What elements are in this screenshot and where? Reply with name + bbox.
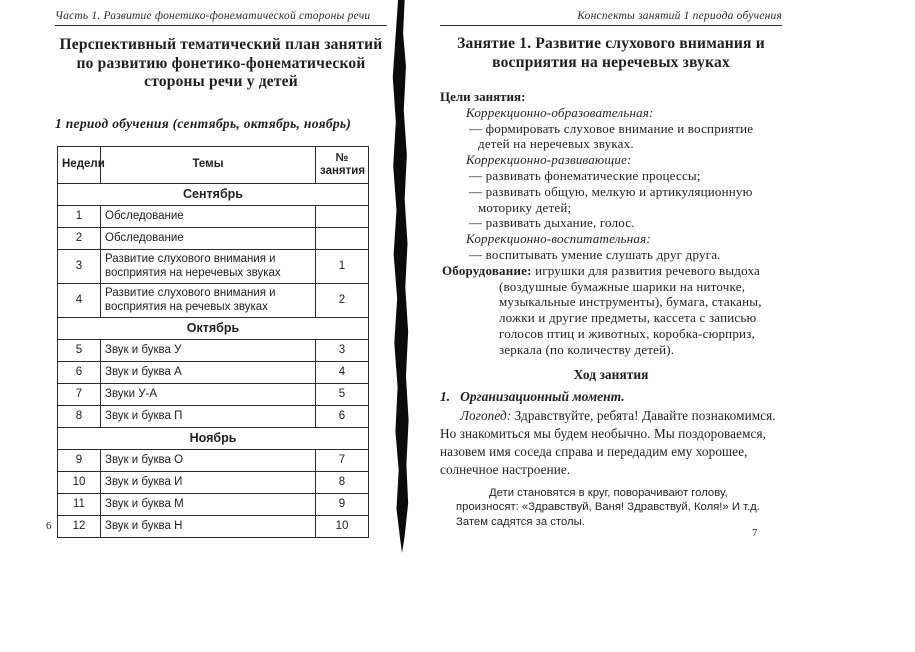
thematic-plan-table — [57, 146, 369, 538]
lesson-cell: 2 — [316, 283, 369, 317]
left-page-title: Перспективный тематический план занятий по развитию фонетико-фонематической стороны речи у детей — [59, 36, 383, 90]
month-row — [58, 317, 369, 339]
step-number: 1. — [440, 389, 451, 405]
speech-text: Здравствуйте, ребята! Давайте познакомимся. Но знакомиться мы будем необычно. Мы поздороваемся, назовем имя соседа справа и передадим ему хорошее, солнечное настроение. — [440, 408, 776, 478]
course-heading: Ход занятия — [573, 366, 649, 382]
week-cell: 5 — [58, 339, 101, 361]
table-row — [58, 383, 369, 405]
speech-paragraph — [440, 407, 782, 479]
step-line — [440, 389, 782, 405]
lesson-cell: 3 — [316, 339, 369, 361]
month-row — [58, 427, 369, 449]
table-row — [58, 405, 369, 427]
theme-cell: Обследование — [101, 205, 316, 227]
goal-group-label: Коррекционно-развивающие: — [466, 152, 632, 168]
stage-direction-note: Дети становятся в круг, поворачивают голову, произносят: «Здравствуй, Ваня! Здравствуй, Коля!» И т.д. Затем садятся за столы. — [456, 487, 760, 528]
week-cell: 3 — [58, 249, 101, 283]
table-row — [58, 205, 369, 227]
goals-heading: Цели занятия: — [440, 89, 526, 104]
table-row — [58, 449, 369, 471]
theme-cell: Звук и буква А — [101, 361, 316, 383]
table-row — [58, 515, 369, 537]
lesson-cell: 10 — [316, 515, 369, 537]
lesson-title: Занятие 1. Развитие слухового внимания и восприятия на неречевых звуках — [457, 35, 765, 71]
lesson-cell: 6 — [316, 405, 369, 427]
right-head-rule — [440, 25, 782, 26]
lesson-body — [440, 89, 782, 529]
equipment-label: Оборудование: — [442, 262, 532, 278]
week-cell: 1 — [58, 205, 101, 227]
table-row — [58, 283, 369, 317]
left-head-rule — [55, 25, 387, 26]
book-spine-shadow — [391, 0, 413, 553]
theme-cell: Развитие слухового внимания и восприятия на речевых звуках — [101, 283, 316, 317]
left-running-head: Часть 1. Развитие фонетико-фонематической стороны речи — [55, 10, 371, 22]
lesson-cell: 1 — [316, 249, 369, 283]
table-row — [58, 249, 369, 283]
week-cell: 7 — [58, 383, 101, 405]
lesson-cell: 7 — [316, 449, 369, 471]
goal-item: — развивать общую, мелкую и артикуляционную моторику детей; — [469, 183, 753, 215]
theme-cell: Звук и буква И — [101, 471, 316, 493]
theme-cell: Развитие слухового внимания и восприятия на неречевых звуках — [101, 249, 316, 283]
speaker-label: Логопед: — [460, 408, 512, 424]
col-header-themes: Темы — [101, 146, 316, 183]
goal-item: — развивать дыхание, голос. — [469, 215, 635, 231]
theme-cell: Звук и буква О — [101, 449, 316, 471]
equipment-text: игрушки для развития речевого выдоха (воздушные бумажные шарики на ниточке, музыкальные инструменты), бумага, стаканы, ложки и другие предметы, кассета с записью голосов птиц и животных, коробка-сюрприз, зеркала (по количеству детей). — [499, 262, 762, 357]
week-cell: 10 — [58, 471, 101, 493]
month-label-october: Октябрь — [58, 317, 369, 339]
table-row — [58, 227, 369, 249]
table-row — [58, 361, 369, 383]
week-cell: 9 — [58, 449, 101, 471]
lesson-cell — [316, 227, 369, 249]
right-page — [440, 0, 782, 529]
theme-cell: Звук и буква М — [101, 493, 316, 515]
table-header-row — [58, 146, 369, 183]
theme-cell: Звуки У-А — [101, 383, 316, 405]
week-cell: 11 — [58, 493, 101, 515]
col-header-weeks: Недели — [58, 146, 101, 183]
goal-group-label: Коррекционно-образовательная: — [466, 104, 654, 120]
month-label-november: Ноябрь — [58, 427, 369, 449]
goal-group-label: Коррекционно-воспитательная: — [466, 231, 651, 247]
lesson-cell: 8 — [316, 471, 369, 493]
week-cell: 2 — [58, 227, 101, 249]
table-row — [58, 471, 369, 493]
week-cell: 4 — [58, 283, 101, 317]
theme-cell: Звук и буква П — [101, 405, 316, 427]
table-row — [58, 339, 369, 361]
lesson-cell: 5 — [316, 383, 369, 405]
equipment-paragraph — [442, 263, 782, 358]
left-page — [55, 0, 387, 538]
col-header-lesson-no: № занятия — [316, 146, 369, 183]
month-label-september: Сентябрь — [58, 183, 369, 205]
table-row — [58, 493, 369, 515]
week-cell: 6 — [58, 361, 101, 383]
period-subtitle: 1 период обучения (сентябрь, октябрь, ноябрь) — [55, 115, 352, 131]
right-running-head: Конспекты занятий 1 периода обучения — [577, 10, 782, 22]
page-number-left: 6 — [46, 520, 52, 532]
theme-cell: Обследование — [101, 227, 316, 249]
step-title: Организационный момент. — [460, 389, 625, 405]
month-row — [58, 183, 369, 205]
theme-cell: Звук и буква У — [101, 339, 316, 361]
goal-item: — воспитывать умение слушать друг друга. — [469, 246, 721, 262]
theme-cell: Звук и буква Н — [101, 515, 316, 537]
page-number-right: 7 — [752, 527, 758, 539]
lesson-cell: 9 — [316, 493, 369, 515]
lesson-cell — [316, 205, 369, 227]
goal-item: — развивать фонематические процессы; — [469, 167, 701, 183]
week-cell: 8 — [58, 405, 101, 427]
lesson-cell: 4 — [316, 361, 369, 383]
week-cell: 12 — [58, 515, 101, 537]
goal-item: — формировать слуховое внимание и восприятие детей на неречевых звуках. — [469, 120, 754, 152]
